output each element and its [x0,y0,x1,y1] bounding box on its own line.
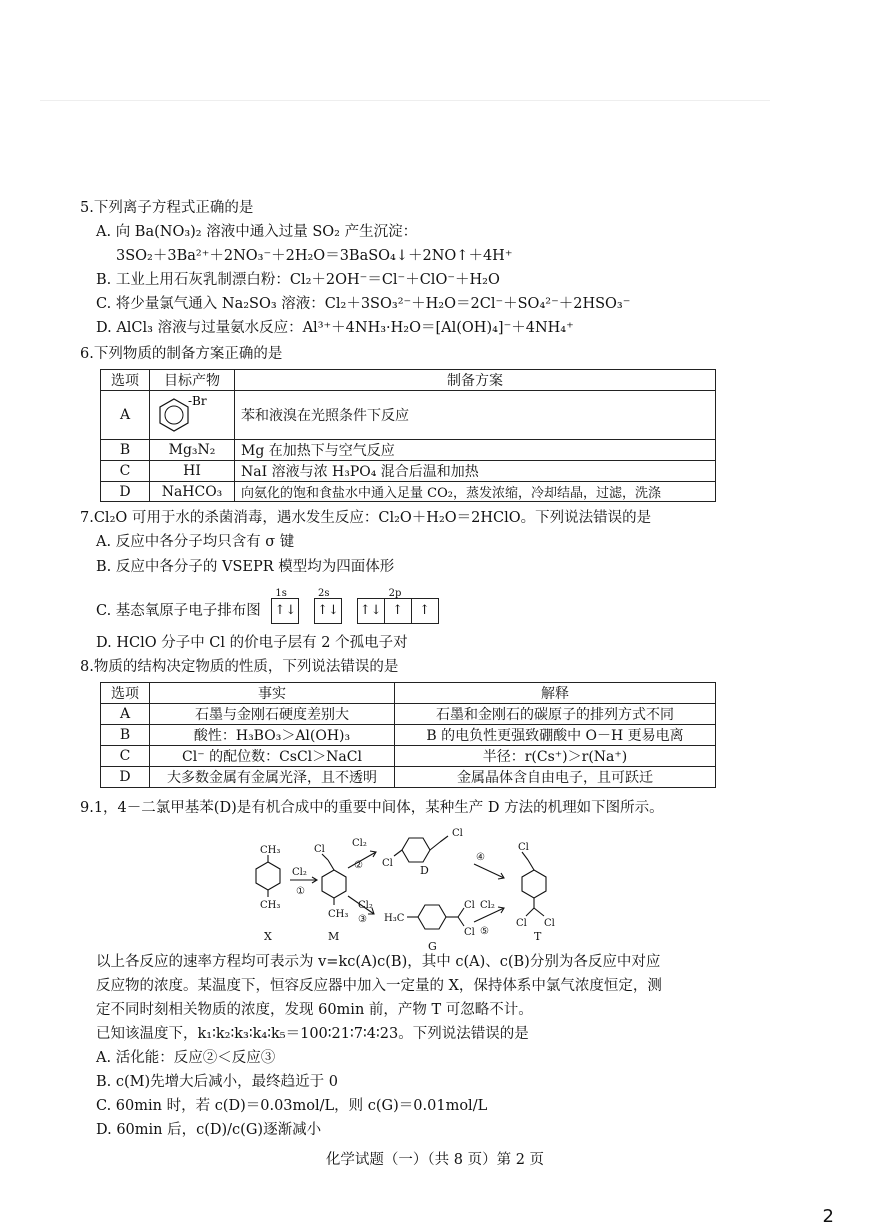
arrow-5-step: ⑤ [480,926,489,937]
table-cell-reason: 石墨和金刚石的碳原子的排列方式不同 [395,704,716,725]
g-cl1-label: Cl [464,900,475,911]
table-cell-fact: Cl⁻ 的配位数：CsCl＞NaCl [150,746,395,767]
orbital-box: ↑↓ [314,598,342,624]
q9-option-c: C. 60min 时，若 c(D)＝0.03mol/L，则 c(G)＝0.01mol/L [96,1098,488,1114]
q9-paragraph-line-1: 以上各反应的速率方程均可表示为 v=kc(A)c(B)，其中 c(A)、c(B)分别为各反应中对应 [96,954,661,970]
arrow-1-reagent: Cl₂ [292,867,307,878]
x-bottom-label: CH₃ [260,900,281,911]
scan-artifact-line [40,100,770,101]
q8-stem: 8.物质的结构决定物质的性质，下列说法错误的是 [80,659,399,675]
t-cl2-label: Cl [544,918,555,929]
q7-option-b: B. 反应中各分子的 VSEPR 模型均为四面体形 [96,559,395,575]
table-row [101,482,716,502]
table-cell-plan: Mg 在加热下与空气反应 [235,440,716,461]
table-row [101,440,716,461]
q7-option-c [96,588,449,624]
table-cell-reason: B 的电负性更强致硼酸中 O－H 更易电离 [395,725,716,746]
table-cell-product: HI [150,461,235,482]
arrow-2-reagent: Cl₂ [352,838,367,849]
table-cell-option: A [101,704,150,725]
compound-x-label: X [264,930,272,943]
table-cell-option: C [101,461,150,482]
d-right-label: Cl [452,828,463,839]
q5-option-d: D. AlCl₃ 溶液与过量氨水反应：Al³⁺＋4NH₃·H₂O＝[Al(OH)₄]⁻＋4NH₄⁺ [96,320,574,336]
table-row [101,746,716,767]
arrow-5-reagent: Cl₂ [480,900,495,911]
t-top-label: Cl [518,842,529,853]
table-header: 解释 [395,683,716,704]
compound-m-label: M [328,930,340,943]
table-header-row [101,683,716,704]
q6-stem: 6.下列物质的制备方案正确的是 [80,346,283,362]
table-cell-reason: 半径：r(Cs⁺)＞r(Na⁺) [395,746,716,767]
table-cell-product: NaHCO₃ [150,482,235,502]
q5-option-a: A. 向 Ba(NO₃)₂ 溶液中通入过量 SO₂ 产生沉淀： [96,224,418,240]
q5-stem: 5.下列离子方程式正确的是 [80,200,254,216]
q5-option-b: B. 工业上用石灰乳制漂白粉：Cl₂＋2OH⁻＝Cl⁻＋ClO⁻＋H₂O [96,272,500,288]
table-cell-plan: NaI 溶液与浓 H₃PO₄ 混合后温和加热 [235,461,716,482]
m-top-label: Cl [314,844,325,855]
q6-table [100,369,716,502]
table-row [101,704,716,725]
arrow-1-step: ① [296,886,305,897]
table-cell-fact: 石墨与金刚石硬度差别大 [150,704,395,725]
table-cell-plan: 苯和液溴在光照条件下反应 [235,391,716,440]
q5-option-a-equation: 3SO₂＋3Ba²⁺＋2NO₃⁻＋2H₂O＝3BaSO₄↓＋2NO↑＋4H⁺ [116,248,513,264]
table-cell-reason: 金属晶体含自由电子，且可跃迁 [395,767,716,788]
q9-option-a: A. 活化能：反应②＜反应③ [96,1050,276,1066]
table-cell-plan: 向氨化的饱和食盐水中通入足量 CO₂，蒸发浓缩，冷却结晶，过滤，洗涤 [235,482,716,502]
table-cell-option: C [101,746,150,767]
table-cell-product: Mg₃N₂ [150,440,235,461]
arrow-3-reagent: Cl₂ [358,900,373,911]
page-number: 2 [822,1206,834,1227]
q7-option-a: A. 反应中各分子均只含有 σ 键 [96,534,295,550]
compound-t-label: T [534,930,542,943]
table-header: 选项 [101,683,150,704]
table-header-row [101,370,716,391]
table-cell-option: B [101,725,150,746]
q9-paragraph-line-3: 定不同时刻相关物质的浓度，发现 60min 前，产物 T 可忽略不计。 [96,1002,533,1018]
table-cell-option: D [101,482,150,502]
m-bottom-label: CH₃ [328,909,349,920]
table-cell-fact: 大多数金属有金属光泽，且不透明 [150,767,395,788]
table-row [101,725,716,746]
q7-option-d: D. HClO 分子中 Cl 的价电子层有 2 个孤电子对 [96,635,408,651]
bromobenzene-structure [150,391,234,435]
q8-table [100,682,716,788]
table-header: 事实 [150,683,395,704]
orbital-2p [357,588,439,624]
q9-paragraph-line-4: 已知该温度下，k₁∶k₂∶k₃∶k₄∶k₅＝100∶21∶7∶4∶23。下列说法错误的是 [96,1026,529,1042]
orbital-box: ↑ [384,598,412,624]
q9-option-b: B. c(M)先增大后减小，最终趋近于 0 [96,1074,338,1090]
orbital-1s [271,588,299,624]
compound-d-label: D [420,864,429,877]
table-row [101,461,716,482]
arrow-2-step: ② [354,860,363,871]
orbital-label: 2s [318,588,330,599]
arrow-3-step: ③ [358,914,367,925]
table-header: 制备方案 [235,370,716,391]
orbital-label: 2p [388,588,402,599]
q9-option-d: D. 60min 后，c(D)/c(G)逐渐减小 [96,1122,322,1138]
bromo-substituent-label: -Br [188,394,207,408]
orbital-2s [314,588,342,624]
q9-stem: 9.1，4－二氯甲基苯(D)是有机合成中的重要中间体，某种生产 D 方法的机理如下图所示。 [80,800,664,816]
table-cell-option: A [101,391,150,440]
table-row [101,767,716,788]
table-row [101,391,716,440]
table-cell-fact: 酸性：H₃BO₃＞Al(OH)₃ [150,725,395,746]
q7-stem: 7.Cl₂O 可用于水的杀菌消毒，遇水发生反应：Cl₂O＋H₂O＝2HClO。下列说法错误的是 [80,510,652,526]
orbital-box: ↑↓ [271,598,299,624]
arrow-4-step: ④ [476,852,485,863]
reaction-scheme [228,822,588,952]
orbital-box: ↑↓ [357,598,385,624]
g-left-label: H₃C [384,913,405,924]
table-header: 选项 [101,370,150,391]
table-cell-option: D [101,767,150,788]
d-left-label: Cl [382,858,393,869]
table-cell-product [150,391,235,440]
page-footer: 化学试题（一）（共 8 页）第 2 页 [325,1152,545,1168]
t-cl1-label: Cl [516,918,527,929]
orbital-label: 1s [275,588,287,599]
q5-option-c: C. 将少量氯气通入 Na₂SO₃ 溶液：Cl₂＋3SO₃²⁻＋H₂O＝2Cl⁻＋SO₄²⁻＋2HSO₃⁻ [96,296,631,312]
x-top-label: CH₃ [260,845,281,856]
g-cl2-label: Cl [464,927,475,938]
table-cell-option: B [101,440,150,461]
table-header: 目标产物 [150,370,235,391]
q7-option-c-text: C. 基态氧原子电子排布图 [96,603,261,619]
orbital-box: ↑ [411,598,439,624]
compound-g-label: G [428,940,437,952]
q9-paragraph-line-2: 反应物的浓度。某温度下，恒容反应器中加入一定量的 X，保持体系中氯气浓度恒定，测 [96,978,662,994]
